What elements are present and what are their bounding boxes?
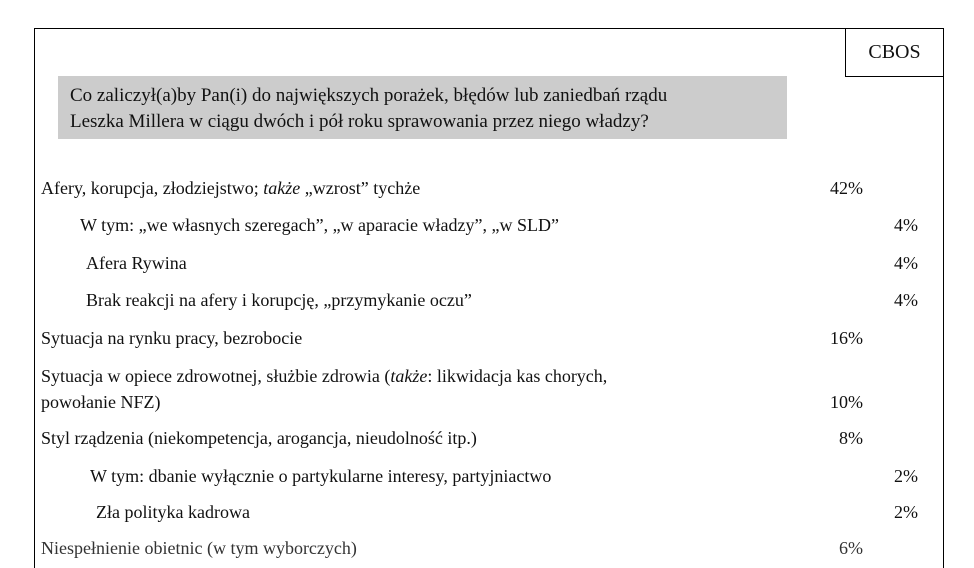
row-label: Afera Rywina: [86, 253, 187, 273]
row-label: Sytuacja na rynku pracy, bezrobocie: [41, 328, 303, 348]
row-percent: 4%: [894, 215, 918, 235]
row-label: Niespełnienie obietnic (w tym wyborczych): [41, 538, 357, 558]
row-percent: 42%: [830, 178, 863, 198]
row-percent: 2%: [894, 502, 918, 522]
row-label-line-2: powołanie NFZ): [41, 392, 161, 412]
row-label: Styl rządzenia (niekompetencja, arogancja, nieudolność itp.): [41, 428, 477, 448]
row-percent: 4%: [894, 253, 918, 273]
row-percent: 2%: [894, 466, 918, 486]
row-label: W tym: „we własnych szeregach”, „w aparacie władzy”, „w SLD”: [80, 215, 559, 235]
row-percent: 16%: [830, 328, 863, 348]
row-label: Afery, korupcja, złodziejstwo; także „wzrost” tychże: [41, 178, 421, 198]
row-label: W tym: dbanie wyłącznie o partykularne interesy, partyjniactwo: [90, 466, 552, 486]
question-line-1: Co zaliczył(a)by Pan(i) do największych porażek, błędów lub zaniedbań rządu: [70, 85, 668, 106]
question-box: [58, 76, 787, 139]
row-label: Zła polityka kadrowa: [96, 502, 250, 522]
row-label: Brak reakcji na afery i korupcję, „przymykanie oczu”: [86, 290, 472, 310]
row-percent: 10%: [830, 392, 863, 412]
row-percent: 4%: [894, 290, 918, 310]
row-label: Sytuacja w opiece zdrowotnej, służbie zdrowia (także: likwidacja kas chorych,: [41, 366, 608, 386]
source-label: CBOS: [845, 28, 944, 77]
row-percent: 6%: [839, 538, 863, 558]
question-line-2: Leszka Millera w ciągu dwóch i pół roku sprawowania przez niego władzy?: [70, 111, 649, 132]
row-percent: 8%: [839, 428, 863, 448]
